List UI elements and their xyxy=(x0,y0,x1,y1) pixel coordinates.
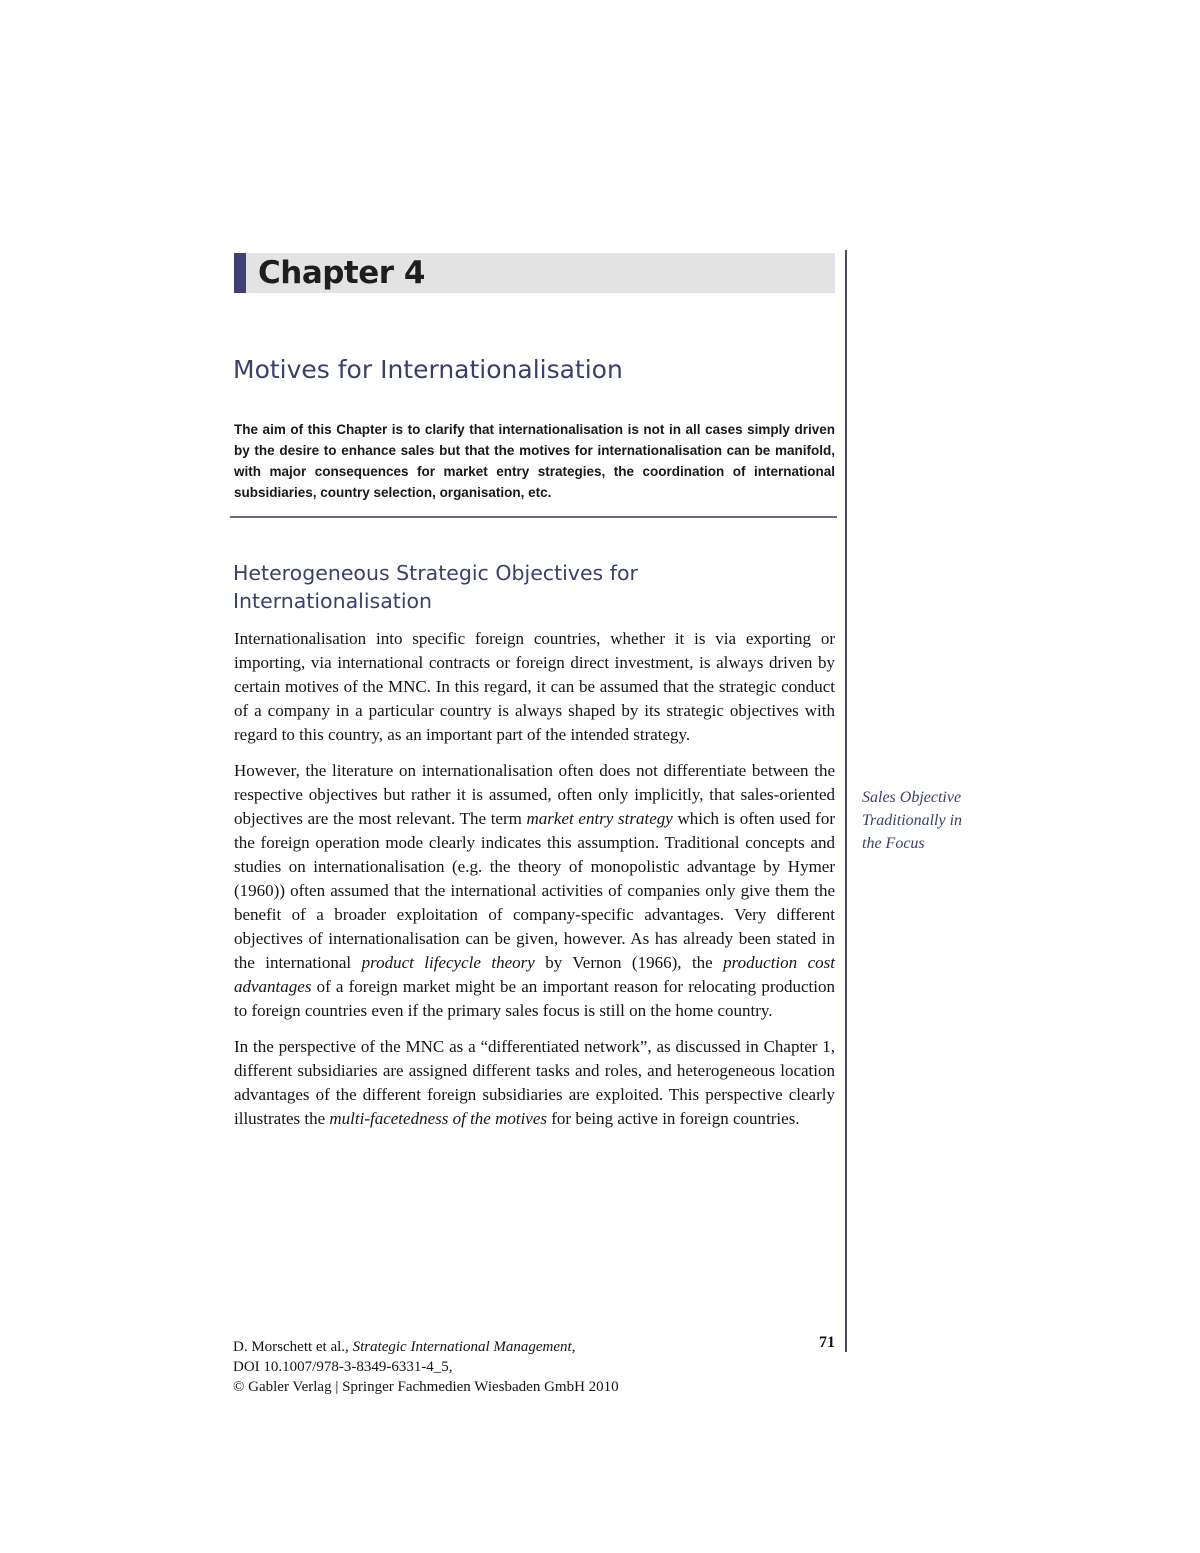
margin-note-line-1: Sales Objective xyxy=(862,789,962,806)
term-production-cost-advantages: production cost advantages xyxy=(234,953,835,996)
margin-note-line-3: the Focus xyxy=(862,835,925,852)
margin-note xyxy=(862,786,997,855)
paragraph-2 xyxy=(234,759,835,1023)
chapter-title: Motives for Internationalisation xyxy=(233,355,623,384)
citation-authors: D. Morschett et al., xyxy=(233,1339,353,1355)
citation-line-1 xyxy=(233,1337,793,1357)
chapter-label: Chapter 4 xyxy=(258,255,425,291)
abstract-divider xyxy=(230,516,837,518)
citation-book-title: Strategic International Management xyxy=(352,1339,572,1355)
paragraph-2-text-a: However, the literature on internationalisation often does not differentiate between the respective objectives but rather it is assumed, often only implicitly, that sales-oriented objectives are the most relevant. The term xyxy=(234,761,835,828)
paragraph-2-text-b: which is often used for the foreign operation mode clearly indicates this assumption. Traditional concepts and studies on internationalisation (e.g. the theory of monopolistic advantage by Hymer (1960)) often assumed that the international activities of companies only give them the benefit of a broader exploitation of company-specific advantages. Very different objectives of internationalisation can be given, however. As has already been stated in the international xyxy=(234,809,835,972)
term-product-lifecycle-theory: product lifecycle theory xyxy=(361,953,535,972)
paragraph-3-text-a: In the perspective of the MNC as a “differentiated network”, as discussed in Chapter 1, different subsidiaries are assigned different tasks and roles, and heterogeneous location advantages of the different foreign subsidiaries are exploited. This perspective clearly illustrates the xyxy=(234,1037,835,1128)
page-number: 71 xyxy=(819,1334,835,1351)
section-heading: Heterogeneous Strategic Objectives for Internationalisation xyxy=(233,561,638,613)
paragraph-2-text-c: by Vernon (1966), the xyxy=(534,953,724,972)
citation-doi: DOI 10.1007/978-3-8349-6331-4_5, xyxy=(233,1359,453,1375)
chapter-abstract: The aim of this Chapter is to clarify that internationalisation is not in all cases simply driven by the desire to enhance sales but that the motives for internationalisation can be manifold, with major consequences for market entry strategies, the coordination of international subsidiaries, country selection, organisation, etc. xyxy=(234,422,835,500)
paragraph-3 xyxy=(234,1035,835,1131)
citation-footer xyxy=(233,1337,793,1397)
chapter-accent-bar xyxy=(234,253,246,293)
paragraph-2-text-d: of a foreign market might be an important reason for relocating production to foreign countries even if the primary sales focus is still on the home country. xyxy=(234,977,835,1020)
margin-vertical-rule xyxy=(845,250,847,1352)
body-text xyxy=(234,627,835,1143)
chapter-banner xyxy=(234,253,835,293)
paragraph-3-text-b: for being active in foreign countries. xyxy=(547,1109,800,1128)
paragraph-1: Internationalisation into specific foreign countries, whether it is via exporting or importing, via international contracts or foreign direct investment, is always driven by certain motives of the MNC. In this regard, it can be assumed that the strategic conduct of a company in a particular country is always shaped by its strategic objectives with regard to this country, as an important part of the intended strategy. xyxy=(234,629,835,744)
citation-comma: , xyxy=(571,1339,576,1355)
margin-note-line-2: Traditionally in xyxy=(862,812,963,829)
citation-copyright: © Gabler Verlag | Springer Fachmedien Wiesbaden GmbH 2010 xyxy=(233,1379,619,1395)
term-multi-facetedness: multi-facetedness of the motives xyxy=(329,1109,548,1128)
term-market-entry-strategy: market entry strategy xyxy=(526,809,673,828)
